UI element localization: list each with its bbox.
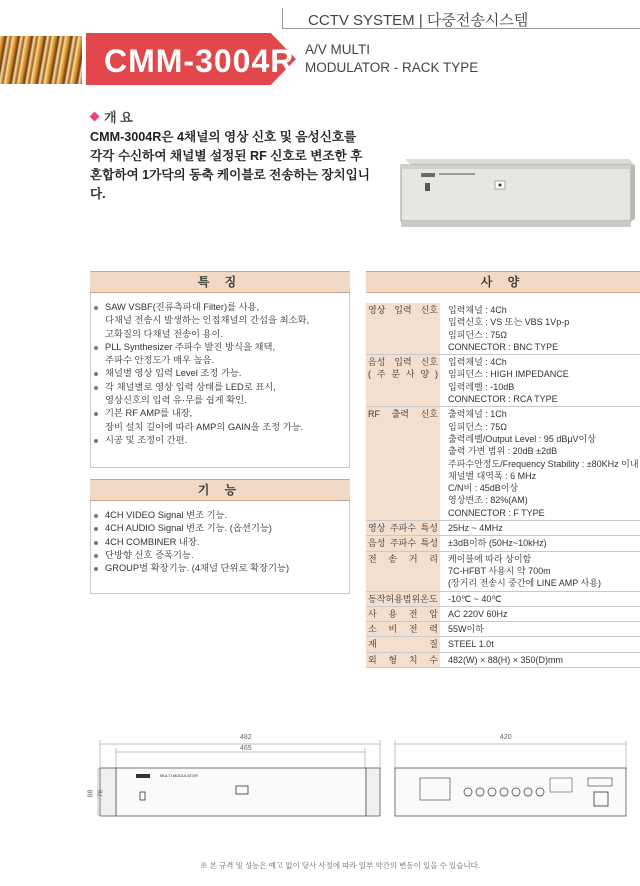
list-item: GROUP별 확장기능. (4채널 단위로 확장기능) <box>93 562 345 575</box>
spec-value-line: 입력신호 : VS 또는 VBS 1Vp-p <box>448 317 570 328</box>
list-item: SAW VSBF(진류측파대 Filter)를 사용, 다채널 전송시 발생하는 인접채널의 간섭을 최소화, 고화질의 다채널 전송이 용이. <box>93 301 345 341</box>
features-list <box>91 293 349 447</box>
spec-value-line: 임피던스 : 75Ω <box>448 329 508 340</box>
spec-value-line: CONNECTOR : RCA TYPE <box>448 394 558 405</box>
list-item: 4CH VIDEO Signal 변조 기능. <box>93 509 345 522</box>
spec-value-line: CONNECTOR : F TYPE <box>448 507 545 518</box>
spec-value-line: AC 220V 60Hz <box>448 608 508 619</box>
spec-value <box>440 592 640 606</box>
spec-row <box>366 637 640 652</box>
spec-value <box>440 653 640 667</box>
spec-row <box>366 536 640 551</box>
diamond-bullet-icon <box>90 112 100 122</box>
spec-row <box>366 355 640 407</box>
list-item: 시공 및 조정이 간편. <box>93 434 345 447</box>
spec-row <box>366 622 640 637</box>
front-panel-label: MULTI MODULATOR <box>160 773 199 778</box>
spec-value-line: CONNECTOR : BNC TYPE <box>448 341 559 352</box>
spec-row <box>366 521 640 536</box>
spec-value-line: 입력채널 : 4Ch <box>448 357 507 368</box>
spec-value-line: 임피던스 : HIGH IMPEDANCE <box>448 369 569 380</box>
dim-depth: 420 <box>500 734 512 741</box>
list-item: 4CH COMBINER 내장. <box>93 536 345 549</box>
spec-value-line: 7C-HFBT 사용시 약 700m <box>448 565 551 576</box>
list-item: PLL Synthesizer 주파수 발진 방식을 채택, 주파수 안정도가 매우 높음. <box>93 341 345 368</box>
list-item: 기본 RF AMP를 내장, 장비 설치 길이에 따라 AMP의 GAIN을 조정 가능. <box>93 407 345 434</box>
spec-row <box>366 607 640 622</box>
spec-label: 외 형 치 수 <box>366 653 440 667</box>
spec-value-line: ±3dB이하 (50Hz~10kHz) <box>448 538 547 549</box>
spec-label: 재 질 <box>366 637 440 651</box>
spec-label: 소 비 전 력 <box>366 622 440 636</box>
features-box <box>90 293 350 468</box>
spec-value-line: C/N비 : 45dB이상 <box>448 483 519 494</box>
spec-value-line: 케이블에 따라 상이함 <box>448 553 532 564</box>
fiber-optic-photo <box>0 36 82 84</box>
spec-value-line: 출력레벨/Output Level : 95 dBμV이상 <box>448 433 596 444</box>
spec-value-line: 입력레벨 : -10dB <box>448 381 515 392</box>
spec-value-line: 출력 가변 범위 : 20dB ±2dB <box>448 446 558 457</box>
spec-value-line: 482(W) × 88(H) × 350(D)mm <box>448 654 564 665</box>
functions-list <box>91 501 349 575</box>
spec-value <box>440 355 640 406</box>
spec-value-line: 주파수안정도/Frequency Stability : ±80KHz 이내 <box>448 458 639 469</box>
features-header: 특 징 <box>90 271 350 293</box>
category-label: CCTV SYSTEM | 다중전송시스템 <box>308 12 529 29</box>
spec-value <box>440 552 640 591</box>
spec-value-line: 임피던스 : 75Ω <box>448 421 508 432</box>
model-name: CMM-3004R <box>104 43 295 79</box>
spec-value <box>440 622 640 636</box>
spec-value <box>440 303 640 354</box>
spec-value-line: 출력채널 : 1Ch <box>448 409 507 420</box>
spec-table <box>366 303 640 668</box>
spec-label: 전 송 거 리 <box>366 552 440 591</box>
product-subtitle-line2: MODULATOR - RACK TYPE <box>305 60 479 75</box>
spec-label: 사 용 전 압 <box>366 607 440 621</box>
spec-row <box>366 552 640 592</box>
product-subtitle-line1: A/V MULTI <box>305 42 371 57</box>
spec-row <box>366 653 640 668</box>
spec-value <box>440 607 640 621</box>
dim-height-inner: 76 <box>97 789 105 798</box>
dim-width-inner: 465 <box>240 745 252 752</box>
spec-label: 영상 주파수 특성 <box>366 521 440 535</box>
spec-value <box>440 637 640 651</box>
spec-label: 음성 입력 신호 ( 주 분 사 양 ) <box>366 355 440 406</box>
spec-value-line: (장거리 전송시 중간에 LINE AMP 사용) <box>448 578 601 589</box>
spec-label: 영상 입력 신호 <box>366 303 440 354</box>
spec-value-line: STEEL 1.0t <box>448 639 494 650</box>
spec-label: 동작허용범위온도 <box>366 592 440 606</box>
spec-value-line: 채널별 대역폭 : 6 MHz <box>448 470 537 481</box>
spec-value-line: 입력채널 : 4Ch <box>448 305 507 315</box>
functions-box <box>90 501 350 594</box>
spec-value <box>440 521 640 535</box>
list-item: 4CH AUDIO Signal 변조 기능. (옵션기능) <box>93 522 345 535</box>
dimension-drawing <box>80 722 640 852</box>
spec-row <box>366 592 640 607</box>
dim-height-outer: 88 <box>87 789 95 798</box>
spec-value-line: 영상변조 : 82%(AM) <box>448 495 528 506</box>
spec-value-line: 55W이하 <box>448 624 484 635</box>
dim-width-outer: 482 <box>240 734 252 741</box>
spec-label: RF 출력 신호 <box>366 407 440 520</box>
functions-header: 기 능 <box>90 479 350 501</box>
spec-value-line: -10℃ ~ 40℃ <box>448 593 502 604</box>
list-item: 각 채널별로 영상 입력 상태를 LED로 표시, 영상신호의 입력 유·무를 쉽게 확인. <box>93 381 345 408</box>
spec-label: 음성 주파수 특성 <box>366 536 440 550</box>
spec-value-line: 25Hz ~ 4MHz <box>448 523 503 534</box>
list-item: 채널별 영상 입력 Level 조정 가능. <box>93 367 345 380</box>
spec-row <box>366 407 640 521</box>
overview-text: CMM-3004R은 4채널의 영상 신호 및 음성신호를 각각 수신하여 채널별 설정된 RF 신호로 변조한 후 혼합하여 1가닥의 동축 케이블로 전송하는 장치입니다. <box>90 130 370 201</box>
overview-title: 개 요 <box>104 110 133 125</box>
category-divider-tick <box>282 8 283 29</box>
spec-row <box>366 303 640 355</box>
footer-note: ※ 본 규격 및 성능은 예고 없이 당사 사정에 따라 일부 약간의 변동이 있을 수 있습니다. <box>200 861 480 870</box>
specs-header: 사 양 <box>366 271 640 293</box>
spec-value <box>440 407 640 520</box>
list-item: 단방향 신호 증폭기능. <box>93 549 345 562</box>
spec-value <box>440 536 640 550</box>
device-photo <box>397 153 637 233</box>
